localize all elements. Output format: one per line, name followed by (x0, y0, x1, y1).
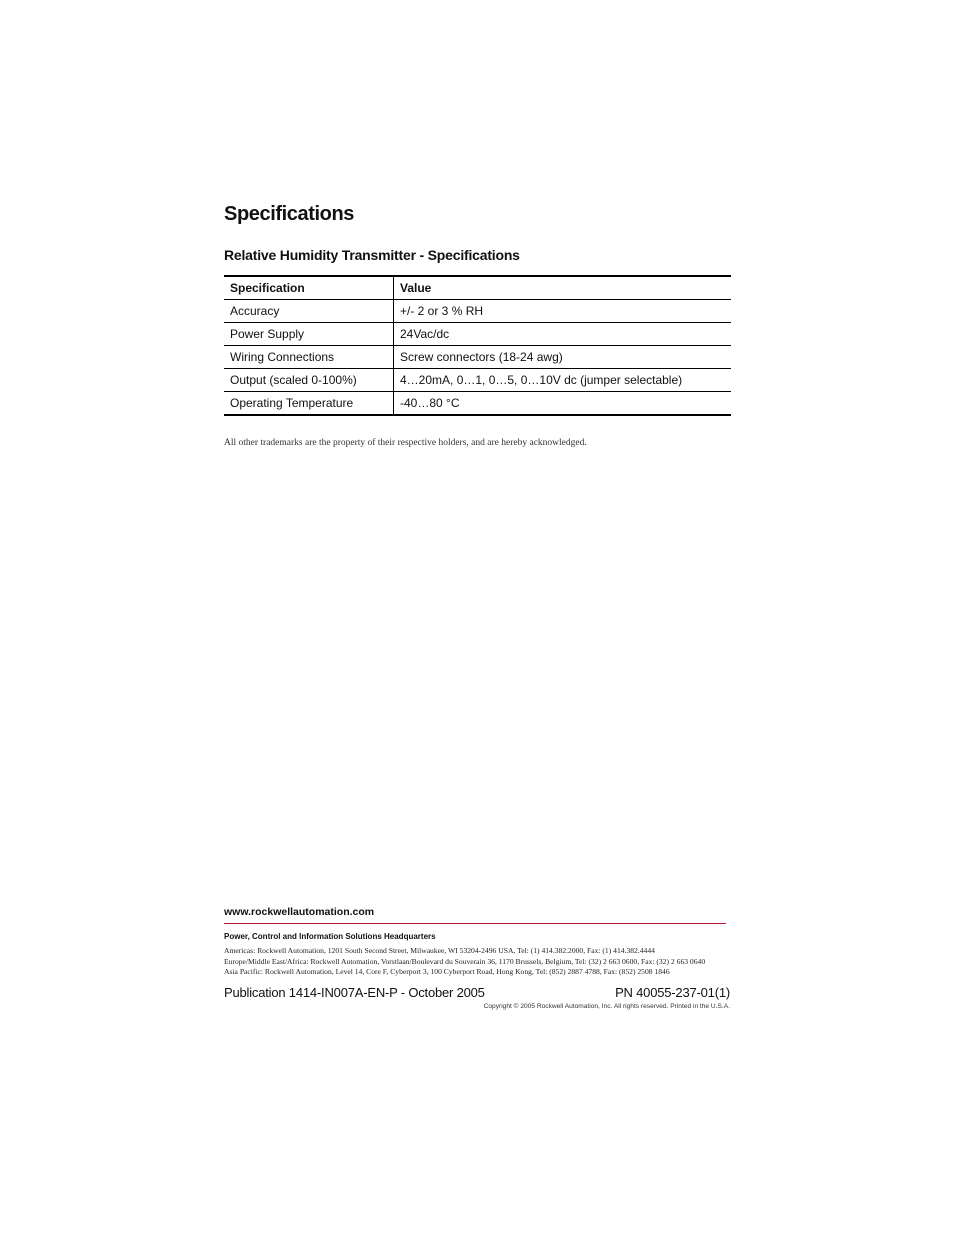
spec-name: Operating Temperature (224, 392, 394, 416)
trademark-note: All other trademarks are the property of their respective holders, and are hereby acknowledged. (224, 438, 587, 448)
spec-name: Accuracy (224, 300, 394, 323)
spec-value: 4…20mA, 0…1, 0…5, 0…10V dc (jumper selectable) (394, 369, 732, 392)
page-title: Specifications (224, 203, 354, 225)
spec-value: 24Vac/dc (394, 323, 732, 346)
spec-value: Screw connectors (18-24 awg) (394, 346, 732, 369)
spec-value: -40…80 °C (400, 396, 460, 410)
table-row (224, 300, 731, 323)
address-emea: Europe/Middle East/Africa: Rockwell Automation, Vorstlaan/Boulevard du Souverain 36, 1170 Brussels, Belgium, Tel: (32) 2 663 0600, Fax: (32) 2 663 0640 (224, 957, 706, 966)
spec-value: +/- 2 or 3 % RH (394, 300, 732, 323)
column-header-value: Value (394, 276, 732, 300)
address-asia-pacific: Asia Pacific: Rockwell Automation, Level 14, Core F, Cyberport 3, 100 Cyberport Road, Hong Kong, Tel: (852) 2887 4788, Fax: (852) 2508 1846 (224, 967, 670, 976)
footer-divider (224, 923, 726, 924)
table-row (224, 392, 731, 416)
website-link[interactable]: www.rockwellautomation.com (224, 906, 375, 918)
table-row (224, 369, 731, 392)
section-title: Relative Humidity Transmitter - Specifications (224, 247, 520, 263)
spec-name: Power Supply (224, 323, 394, 346)
address-americas: Americas: Rockwell Automation, 1201 South Second Street, Milwaukee, WI 53204-2496 USA, Tel: (1) 414.382.2000, Fax: (1) 414.382.4444 (224, 946, 655, 955)
table-header-row (224, 276, 731, 300)
table-row (224, 323, 731, 346)
specifications-table (224, 275, 731, 416)
spec-name: Output (scaled 0-100%) (224, 369, 394, 392)
spec-name: Wiring Connections (224, 346, 394, 369)
column-header-specification: Specification (224, 276, 394, 300)
part-number: PN 40055-237-01(1) (615, 985, 730, 1000)
headquarters-title: Power, Control and Information Solutions Headquarters (224, 932, 436, 941)
publication-number: Publication 1414-IN007A-EN-P - October 2005 (224, 985, 485, 1000)
copyright-notice: Copyright © 2005 Rockwell Automation, Inc. All rights reserved. Printed in the U.S.A. (483, 1003, 730, 1010)
table-row (224, 346, 731, 369)
